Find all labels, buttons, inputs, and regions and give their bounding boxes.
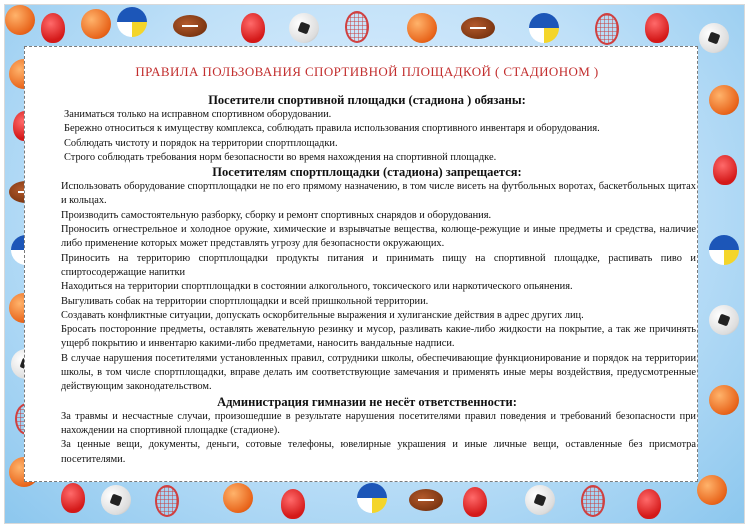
list-item: Использовать оборудование спортплощадки не по его прямому назначению, в том числе висеть на футбольных воротах, баскетбольных щитах и кольцах. [61,181,696,207]
ping-pong-paddle-icon [463,487,487,517]
tennis-racket-icon [595,13,619,45]
ping-pong-paddle-icon [41,13,65,43]
soccer-ball-icon [525,485,555,515]
volleyball-icon [117,7,147,37]
list-item: Находиться на территории спортплощадки в состоянии алкогольного, токсического или наркотического опьянения. [61,281,573,293]
section-heading: Посетителям спортплощадки (стадиона) запрещается: [212,165,522,180]
rugby-ball-icon [173,15,207,37]
section-heading: Администрация гимназии не несёт ответственности: [217,394,517,409]
list-item: За ценные вещи, документы, деньги, сотовые телефоны, ювелирные украшения и иные личные вещи, оставленные без присмотра посетителями. [61,439,696,465]
list-item: Заниматься только на исправном спортивном оборудовании. [64,109,332,120]
basketball-icon [223,483,253,513]
basketball-icon [697,475,727,505]
list-item: Строго соблюдать требования норм безопасности во время нахождения на спортивной площадке. [64,151,497,163]
ping-pong-paddle-icon [645,13,669,43]
list-item: Производить самостоятельную разборку, сборку и ремонт спортивных снарядов и оборудования. [61,209,492,221]
section-liability [38,395,696,467]
basketball-icon [407,13,437,43]
ping-pong-paddle-icon [713,155,737,185]
list-item: Выгуливать собак на территории спортплощадки и всей пришкольной территории. [61,295,429,307]
list-item: За травмы и несчастные случаи, произошедшие в результате нарушения посетителями правил поведения и требований безопасности при нахождении на спортивной площадке (стадионе). [61,410,696,436]
list-item: Соблюдать чистоту и порядок на территории спортплощадки. [64,137,338,149]
list-item: Проносить огнестрельное и холодное оружие, химические и взрывчатые вещества, колюще-режущие и иные предметы и средства, наличие либо применение которых может представлять угрозу для безопасности окружающих. [61,224,696,250]
tennis-racket-icon [155,485,179,517]
basketball-icon [81,9,111,39]
soccer-ball-icon [101,485,131,515]
rules-document [38,64,696,467]
soccer-ball-icon [709,305,739,335]
ping-pong-paddle-icon [281,489,305,519]
basketball-icon [709,85,739,115]
section-prohibitions [38,165,696,394]
list-item: Приносить на территорию спортплощадки продукты питания и принимать пищу на спортивной площадке, распивать пиво и спиртосодержащие напитки [61,252,696,278]
page-title: ПРАВИЛА ПОЛЬЗОВАНИЯ СПОРТИВНОЙ ПЛОЩАДКОЙ ( СТАДИОНОМ ) [135,64,599,79]
rugby-ball-icon [409,489,443,511]
soccer-ball-icon [699,23,729,53]
basketball-icon [5,5,35,35]
list-item: Создавать конфликтные ситуации, допускать оскорбительные выражения и хулиганские действия в адрес других лиц. [61,309,584,321]
ping-pong-paddle-icon [241,13,265,43]
ping-pong-paddle-icon [61,483,85,513]
tennis-racket-icon [581,485,605,517]
rugby-ball-icon [461,17,495,39]
section-obligations [38,93,696,165]
volleyball-icon [357,483,387,513]
tennis-racket-icon [345,11,369,43]
list-item: Бережно относиться к имуществу комплекса, соблюдать правила использования спортивного инвентаря и оборудования. [64,123,600,135]
basketball-icon [709,385,739,415]
volleyball-icon [529,13,559,43]
list-item: В случае нарушения посетителями установленных правил, сотрудники школы, обеспечивающие функционирование и порядок на территории школы, в том числе спортплощадки, вправе делать им соответствующие замечания и применять иные меры воздействия, предусмотренные действующим законодательством. [61,352,696,393]
section-heading: Посетители спортивной площадки (стадиона ) обязаны: [208,93,526,107]
soccer-ball-icon [289,13,319,43]
ping-pong-paddle-icon [637,489,661,519]
list-item: Бросать посторонние предметы, оставлять жевательную резинку и мусор, разливать какие-либо жидкости на покрытие, а так же причинять ущерб покрытию и инвентарю какими-либо предметами, наносить вандальные надписи. [61,324,696,350]
volleyball-icon [709,235,739,265]
